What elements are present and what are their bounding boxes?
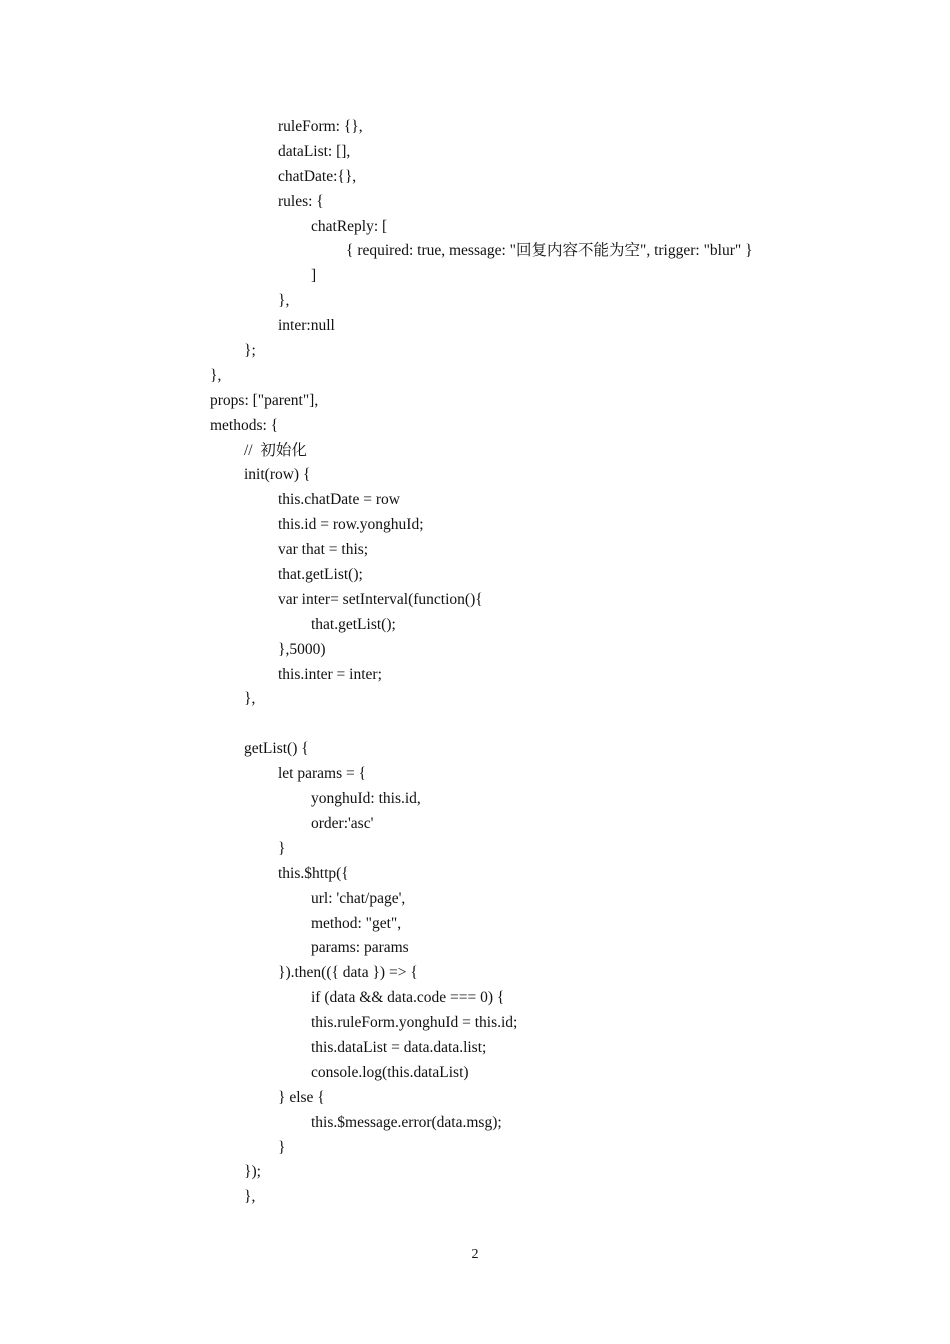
code-line: order:'asc'	[311, 814, 374, 832]
code-line: },5000)	[278, 640, 326, 658]
code-line: let params = {	[278, 765, 367, 783]
code-line: chatReply: [	[311, 217, 388, 235]
code-line: var inter= setInterval(function(){	[278, 590, 483, 608]
code-line: ruleForm: {},	[278, 118, 363, 135]
code-line: },	[244, 690, 256, 708]
code-line: this.id = row.yonghuId;	[278, 516, 424, 534]
code-line: },	[278, 292, 290, 310]
code-line: { required: true, message: "回复内容不能为空", trigger: "blur" }	[346, 242, 753, 260]
code-line: that.getList();	[278, 566, 363, 584]
code-line: } else {	[278, 1088, 325, 1106]
code-line: }).then(({ data }) => {	[278, 964, 418, 982]
code-line: this.chatDate = row	[278, 491, 400, 509]
code-line: var that = this;	[278, 541, 369, 559]
code-line: });	[244, 1163, 261, 1181]
code-line: that.getList();	[311, 615, 396, 633]
code-listing	[210, 115, 870, 1210]
code-line: };	[244, 342, 256, 360]
code-line: url: 'chat/page',	[311, 889, 406, 907]
code-line: ]	[311, 267, 317, 285]
code-line: console.log(this.dataList)	[311, 1063, 469, 1081]
code-line: },	[244, 1188, 256, 1206]
code-line: this.inter = inter;	[278, 665, 382, 683]
code-line: this.$message.error(data.msg);	[311, 1113, 502, 1131]
code-line: // 初始化	[244, 441, 307, 459]
code-line: init(row) {	[244, 466, 311, 484]
code-line: method: "get",	[311, 914, 402, 932]
page-number: 2	[471, 1247, 479, 1262]
code-line: }	[278, 839, 286, 857]
code-line: getList() {	[244, 740, 309, 758]
code-line: this.$http({	[278, 864, 349, 882]
code-line	[210, 712, 870, 737]
code-line: yonghuId: this.id,	[311, 790, 421, 808]
code-line: params: params	[311, 939, 409, 957]
code-line: rules: {	[278, 192, 324, 210]
code-line: dataList: [],	[278, 142, 351, 160]
code-line: }	[278, 1138, 286, 1156]
code-line: if (data && data.code === 0) {	[311, 989, 505, 1007]
code-line: props: ["parent"],	[210, 391, 319, 409]
code-line: inter:null	[278, 317, 335, 335]
code-line: methods: {	[210, 416, 279, 434]
code-line: this.ruleForm.yonghuId = this.id;	[311, 1014, 518, 1032]
code-line: chatDate:{},	[278, 167, 357, 185]
code-line: },	[210, 366, 222, 384]
code-line: this.dataList = data.data.list;	[311, 1038, 487, 1056]
